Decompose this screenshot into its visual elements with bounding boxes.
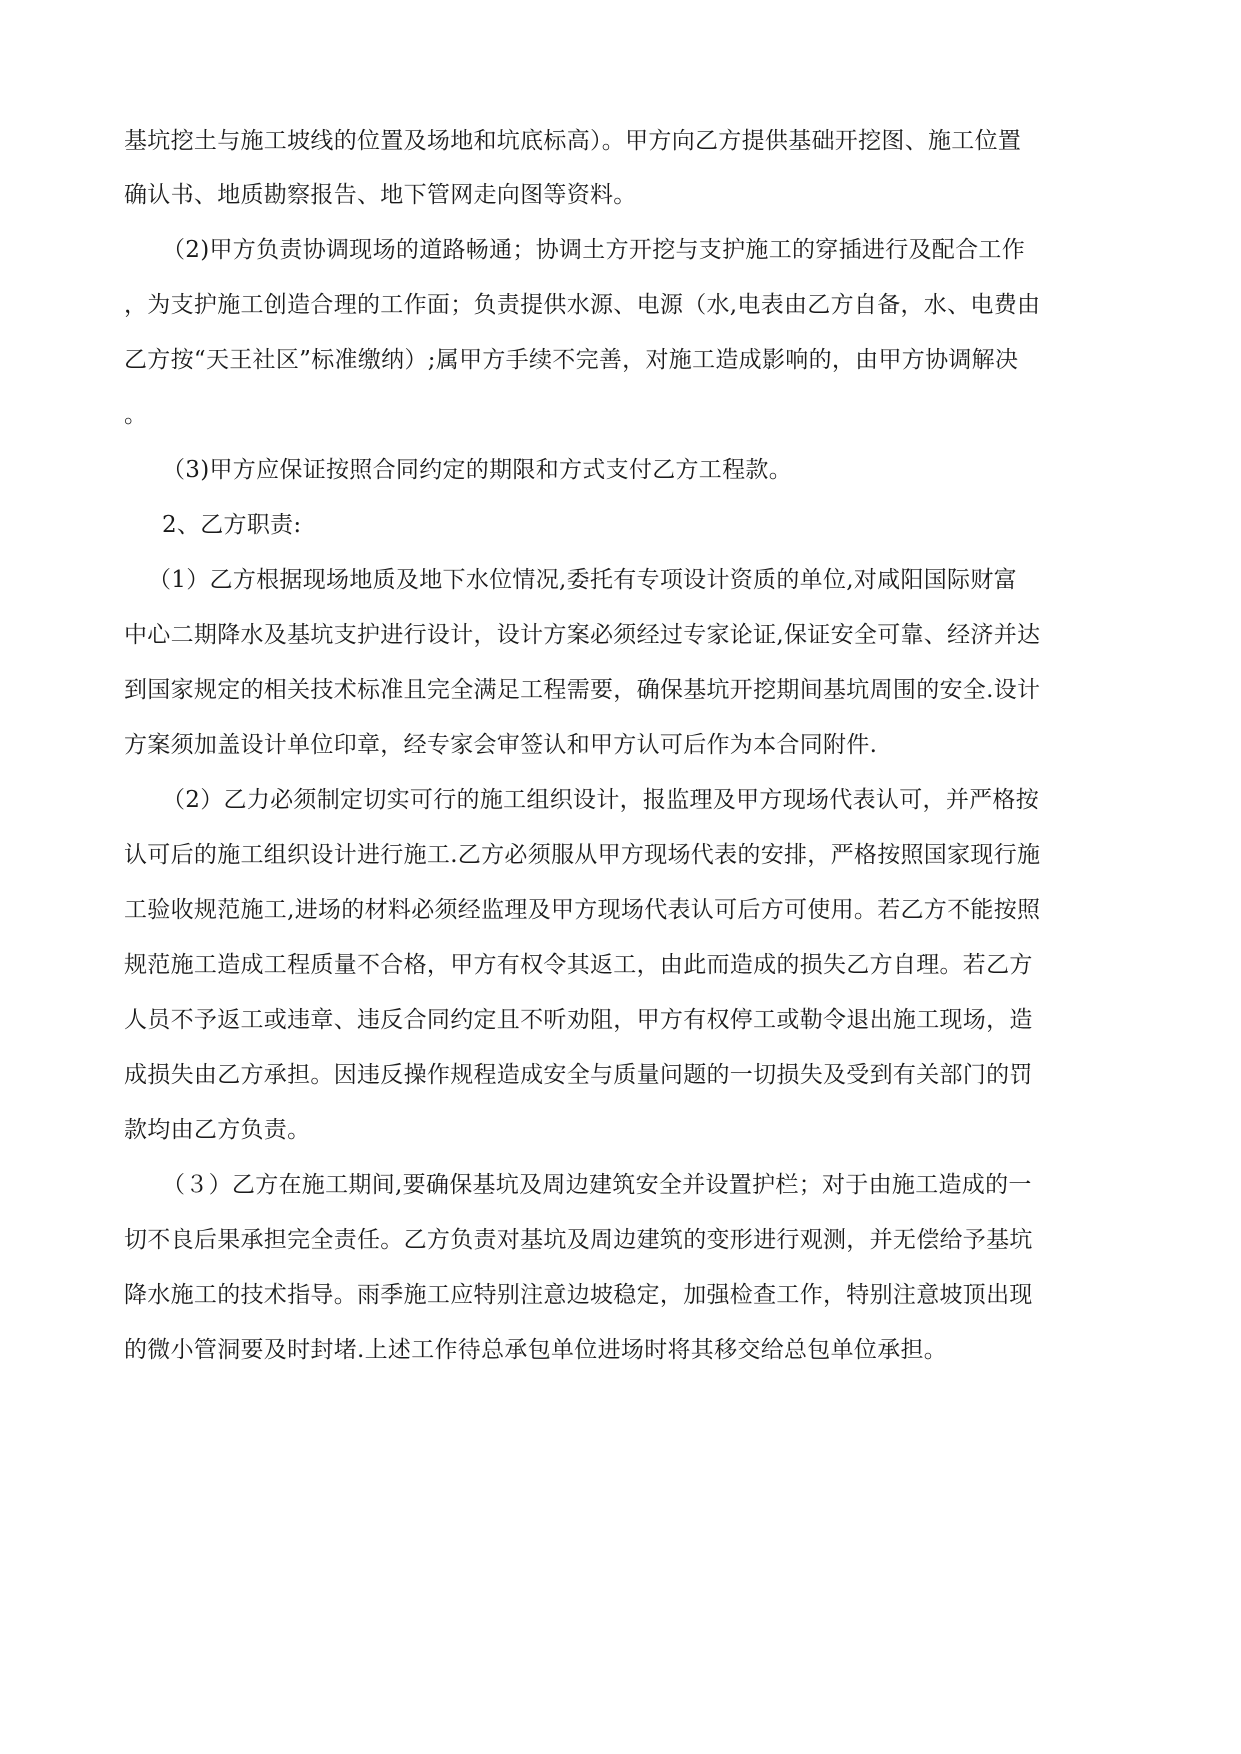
text-line: 乙方按“天王社区”标准缴纳）;属甲方手续不完善，对施工造成影响的，由甲方协调解决 — [124, 347, 1019, 373]
text-line: 方案须加盖设计单位印章，经专家会审签认和甲方认可后作为本合同附件. — [124, 732, 878, 758]
text-line: 到国家规定的相关技术标准且完全满足工程需要，确保基坑开挖期间基坑周围的安全.设计 — [124, 677, 1041, 703]
text-line: 成损失由乙方承担。因违反操作规程造成安全与质量问题的一切损失及受到有关部门的罚 — [124, 1062, 1033, 1088]
text-line: 确认书、地质勘察报告、地下管网走向图等资料。 — [124, 182, 637, 208]
section-heading: 2、乙方职责: — [162, 512, 302, 538]
text-line: 。 — [124, 402, 148, 428]
text-line: 的微小管洞要及时封堵.上述工作待总承包单位进场时将其移交给总包单位承担。 — [124, 1337, 948, 1363]
text-line: 中心二期降水及基坑支护进行设计，设计方案必须经过专家论证,保证安全可靠、经济并达 — [124, 622, 1041, 648]
paragraph-line: （３）乙方在施工期间,要确保基坑及周边建筑安全并设置护栏；对于由施工造成的一 — [162, 1172, 1032, 1198]
paragraph-line: （2）乙力必须制定切实可行的施工组织设计，报监理及甲方现场代表认可，并严格按 — [162, 787, 1040, 813]
paragraph-line: （2)甲方负责协调现场的道路畅通；协调土方开挖与支护施工的穿插进行及配合工作 — [162, 237, 1026, 263]
text-line: ，为支护施工创造合理的工作面；负责提供水源、电源（水,电表由乙方自备，水、电费由 — [124, 292, 1041, 318]
text-line: 基坑挖土与施工坡线的位置及场地和坑底标高）。甲方向乙方提供基础开挖图、施工位置 — [124, 128, 1022, 154]
text-line: 工验收规范施工,进场的材料必须经监理及甲方现场代表认可后方可使用。若乙方不能按照 — [124, 897, 1041, 923]
text-line: 降水施工的技术指导。雨季施工应特别注意边坡稳定，加强检查工作，特别注意坡顶出现 — [124, 1282, 1033, 1308]
text-line: 规范施工造成工程质量不合格，甲方有权令其返工，由此而造成的损失乙方自理。若乙方 — [124, 952, 1033, 978]
text-line: 认可后的施工组织设计进行施工.乙方必须服从甲方现场代表的安排，严格按照国家现行施 — [124, 842, 1041, 868]
paragraph-line: （1）乙方根据现场地质及地下水位情况,委托有专项设计资质的单位,对咸阳国际财富 — [148, 567, 1017, 593]
text-line: 切不良后果承担完全责任。乙方负责对基坑及周边建筑的变形进行观测，并无偿给予基坑 — [124, 1227, 1033, 1253]
paragraph-line: （3)甲方应保证按照合同约定的期限和方式支付乙方工程款。 — [162, 457, 793, 483]
text-line: 款均由乙方负责。 — [124, 1117, 311, 1143]
text-line: 人员不予返工或违章、违反合同约定且不听劝阻，甲方有权停工或勒令退出施工现场，造 — [124, 1007, 1033, 1033]
